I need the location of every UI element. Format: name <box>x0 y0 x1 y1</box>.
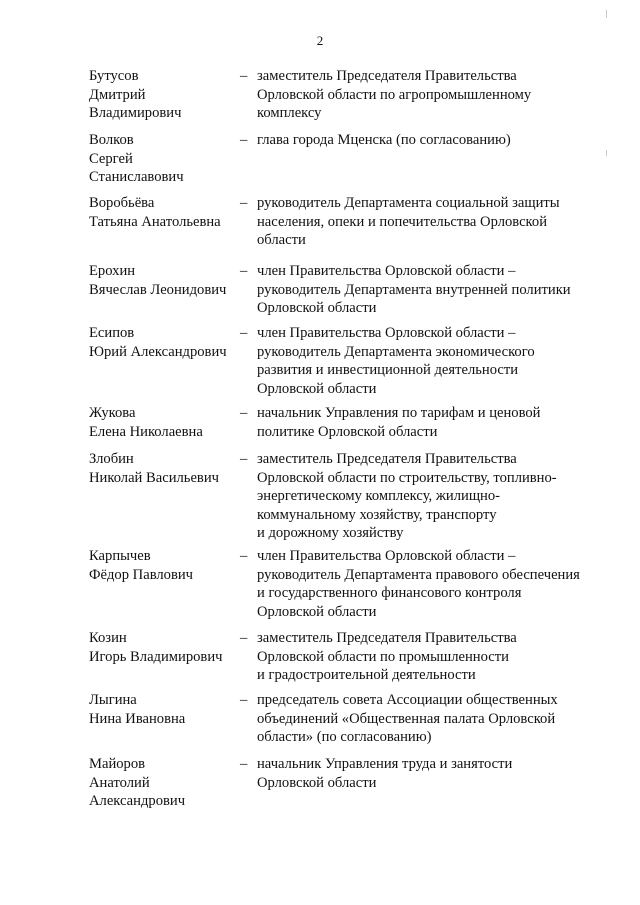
member-name-line: Сергей <box>89 150 133 167</box>
dash-separator: – <box>240 692 248 708</box>
member-position-line: развития и инвестиционной деятельности <box>257 362 519 378</box>
member-position-line: области <box>257 232 306 248</box>
member-name-line: Волков <box>89 132 134 148</box>
member-name <box>89 755 239 811</box>
member-name-line: Владимирович <box>89 105 182 121</box>
member-position-line: Орловской области по промышленности <box>257 648 509 665</box>
member-position <box>257 755 602 792</box>
member-position-line: руководитель Департамента внутренней политики <box>257 281 571 298</box>
dash-separator: – <box>240 405 248 421</box>
member-position-line: руководитель Департамента социальной защиты <box>257 195 560 211</box>
member-name-line: Бутусов <box>89 68 139 84</box>
member-position-line: населения, опеки и попечительства Орловской <box>257 213 548 230</box>
dash-separator: – <box>240 756 248 772</box>
member-name-line: Фёдор Павлович <box>89 566 194 583</box>
member-name <box>89 547 239 584</box>
member-position <box>257 691 602 747</box>
member-position-line: заместитель Председателя Правительства <box>257 451 517 467</box>
member-name-line: Жукова <box>89 405 136 421</box>
dash-separator: – <box>240 325 248 341</box>
member-position-line: начальник Управления труда и занятости <box>257 756 513 772</box>
member-position-line: энергетическому комплексу, жилищно- <box>257 488 501 504</box>
member-position-line: и дорожному хозяйству <box>257 525 404 541</box>
dash-separator: – <box>240 451 248 467</box>
member-name <box>89 324 239 361</box>
member-position-line: Орловской области <box>257 774 377 791</box>
member-position-line: политике Орловской области <box>257 423 438 440</box>
scan-edge-mark <box>606 10 607 18</box>
member-position-line: руководитель Департамента экономического <box>257 343 535 360</box>
page-number: 2 <box>316 33 324 48</box>
dash-separator: – <box>240 630 248 646</box>
member-name-line: Елена Николаевна <box>89 423 203 440</box>
member-position-line: заместитель Председателя Правительства <box>257 68 517 84</box>
member-position <box>257 131 602 150</box>
member-position-line: и градостроительной деятельности <box>257 667 476 683</box>
member-position <box>257 324 602 398</box>
member-name-line: Николай Васильевич <box>89 469 219 486</box>
member-position-line: председатель совета Ассоциации общественных <box>257 692 558 708</box>
member-position-line: член Правительства Орловской области – <box>257 548 516 564</box>
member-position-line: член Правительства Орловской области – <box>257 325 516 341</box>
member-name <box>89 67 239 123</box>
member-position-line: Орловской области <box>257 380 377 397</box>
member-name-line: Станиславович <box>89 169 184 185</box>
member-name-line: Злобин <box>89 451 134 467</box>
member-name-line: Татьяна Анатольевна <box>89 213 221 230</box>
member-position <box>257 194 602 250</box>
member-position-line: начальник Управления по тарифам и ценовой <box>257 405 541 421</box>
member-name <box>89 450 239 487</box>
member-position-line: глава города Мценска (по согласованию) <box>257 132 511 148</box>
member-name-line: Нина Ивановна <box>89 710 186 727</box>
member-name-line: Лыгина <box>89 692 137 708</box>
member-position <box>257 629 602 685</box>
member-position-line: член Правительства Орловской области – <box>257 263 516 279</box>
member-position <box>257 450 602 543</box>
member-name-line: Карпычев <box>89 548 151 564</box>
member-name <box>89 691 239 728</box>
member-position <box>257 404 602 441</box>
member-name-line: Ерохин <box>89 263 136 279</box>
member-position-line: заместитель Председателя Правительства <box>257 630 517 646</box>
member-position <box>257 262 602 318</box>
member-name <box>89 262 239 299</box>
dash-separator: – <box>240 132 248 148</box>
member-name <box>89 404 239 441</box>
dash-separator: – <box>240 263 248 279</box>
member-name-line: Дмитрий <box>89 86 146 103</box>
member-position <box>257 67 602 123</box>
member-name <box>89 629 239 666</box>
member-position-line: Орловской области по агропромышленному <box>257 86 532 103</box>
member-name <box>89 131 239 187</box>
member-name-line: Майоров <box>89 756 146 772</box>
member-name-line: Александрович <box>89 793 186 809</box>
scan-edge-mark <box>606 150 607 156</box>
member-position-line: Орловской области по строительству, топливно- <box>257 469 557 486</box>
member-name-line: Козин <box>89 630 127 646</box>
member-name <box>89 194 239 231</box>
member-name-line: Есипов <box>89 325 135 341</box>
dash-separator: – <box>240 548 248 564</box>
member-position <box>257 547 602 621</box>
member-position-line: области» (по согласованию) <box>257 729 432 745</box>
member-position-line: коммунальному хозяйству, транспорту <box>257 506 497 523</box>
member-name-line: Юрий Александрович <box>89 343 227 360</box>
member-position-line: и государственного финансового контроля <box>257 585 522 601</box>
member-position-line: объединений «Общественная палата Орловской <box>257 710 556 727</box>
member-position-line: руководитель Департамента правового обеспечения <box>257 566 580 583</box>
dash-separator: – <box>240 68 248 84</box>
member-name-line: Вячеслав Леонидович <box>89 281 227 298</box>
dash-separator: – <box>240 195 248 211</box>
member-position-line: Орловской области <box>257 300 377 316</box>
member-name-line: Анатолий <box>89 774 150 791</box>
member-position-line: комплексу <box>257 105 322 121</box>
member-name-line: Воробьёва <box>89 195 155 211</box>
member-position-line: Орловской области <box>257 603 377 620</box>
member-name-line: Игорь Владимирович <box>89 648 223 665</box>
